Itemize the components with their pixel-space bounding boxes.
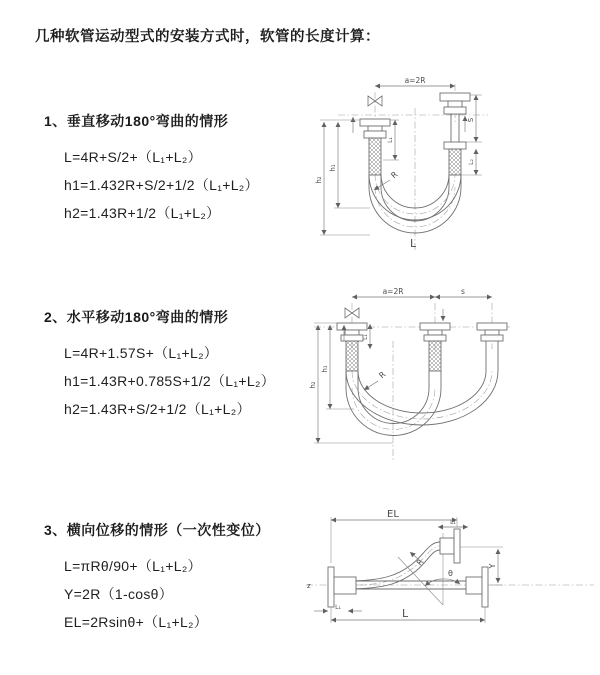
right-flange-assembly [466,567,488,607]
section-1-heading: 1、垂直移动180°弯曲的情形 [44,113,229,129]
dimension-el [331,509,457,563]
dim-label-h2: h₂ [309,381,317,389]
dim-label-el: EL [387,509,399,520]
dimension-h2 [315,120,370,235]
radius-callout [410,552,426,567]
radius-label: R [377,369,388,381]
dimension-l1-bottom [314,604,362,611]
section-3-formulas [64,552,270,636]
curved-hose [346,542,440,589]
formula-h2: h2=1.43R+1/2（L₁+L₂） [64,205,221,221]
dim-label-l1: L₁ [362,334,369,340]
section-1-formulas [64,143,259,227]
left-flange-assembly [337,323,367,371]
right-pipe [440,93,470,175]
left-flange-assembly [360,119,390,175]
section-3-heading: 3、横向位移的情形（一次性变位） [44,522,270,538]
formula-h1: h1=1.43R+0.785S+1/2（L₁+L₂） [64,373,275,389]
formula-h2: h2=1.43R+S/2+1/2（L₁+L₂） [64,401,251,417]
formula-length: L=4R+1.57S+（L₁+L₂） [64,345,219,361]
dimension-l [331,607,485,623]
braided-section [429,341,441,371]
dim-label-a2r: a=2R [404,76,426,85]
dim-label-l1-top: L₁ [450,519,456,526]
formula-el: EL=2Rsinθ+（L₁+L₂） [64,614,209,630]
braided-section [346,341,358,371]
radius-callout [364,370,388,390]
centerline-mark: z [307,582,311,590]
dim-label-h2: h₂ [315,176,323,184]
dimension-l2 [461,149,482,175]
theta-label: θ [448,569,453,578]
diagram-vertical-180-bend [308,70,595,265]
section-1 [44,112,259,227]
dimension-s [466,95,482,142]
middle-flange-assembly [420,323,450,371]
dim-label-y: Y [488,563,497,569]
dim-label-l1-bottom: L₁ [335,604,341,611]
page-title: 几种软管运动型式的安装方式时，软管的长度计算： [35,29,380,45]
left-flange-assembly [328,567,356,607]
dimension-s [435,287,492,297]
dim-label-s: S [467,117,475,123]
formula-length: L=πRθ/90+（L₁+L₂） [64,558,202,574]
section-2-formulas [64,339,275,423]
diagram-lateral-displacement [298,505,600,650]
dim-label-h1: h₁ [329,164,337,172]
dimension-a2r [375,76,455,86]
braided-section [369,138,381,175]
dim-label-l1: L₁ [387,137,394,143]
dimension-a2r [352,287,435,297]
dim-label-h1: h₁ [321,365,329,373]
section-2 [44,308,275,423]
radius-label: R [389,169,400,181]
formula-h1: h1=1.432R+S/2+1/2（L₁+L₂） [64,177,259,193]
dim-label-a2r: a=2R [382,287,404,296]
length-label: L [410,237,417,250]
dim-label-l: L [402,607,409,620]
hose-u-arcs [346,371,498,436]
dim-label-l2: L₂ [468,159,475,165]
braided-section [449,149,461,175]
section-3 [44,521,270,636]
dim-label-s: s [461,287,465,296]
diagram-horizontal-180-bend [308,283,600,473]
section-2-heading: 2、水平移动180°弯曲的情形 [44,309,229,325]
formula-y: Y=2R（1-cosθ） [64,586,174,602]
radius-label: R [414,557,426,568]
formula-length: L=4R+S/2+（L₁+L₂） [64,149,202,165]
